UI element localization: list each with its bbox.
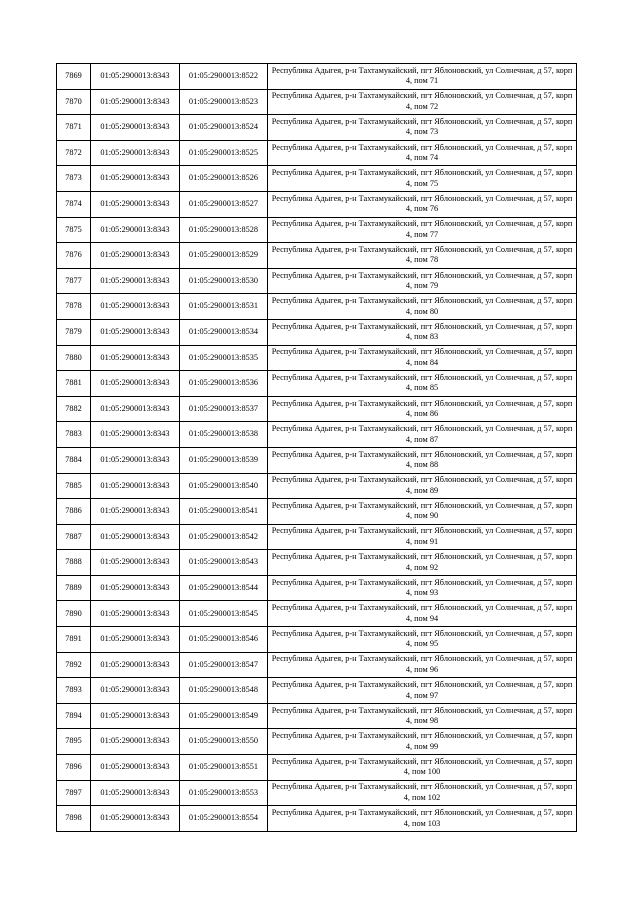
address-cell: Республика Адыгея, р-н Тахтамукайский, пгт Яблоновский, ул Солнечная, д 57, корп 4, пом 99	[268, 729, 577, 755]
cadastral-number-cell: 01:05:2900013:8522	[180, 64, 268, 90]
cadastral-number-cell: 01:05:2900013:8545	[180, 601, 268, 627]
address-cell: Республика Адыгея, р-н Тахтамукайский, пгт Яблоновский, ул Солнечная, д 57, корп 4, пом 78	[268, 243, 577, 269]
address-cell: Республика Адыгея, р-н Тахтамукайский, пгт Яблоновский, ул Солнечная, д 57, корп 4, пом 98	[268, 703, 577, 729]
cadastral-number-cell: 01:05:2900013:8534	[180, 319, 268, 345]
cadastral-number-cell: 01:05:2900013:8540	[180, 473, 268, 499]
parent-cadastral-cell: 01:05:2900013:8343	[91, 89, 180, 115]
parent-cadastral-cell: 01:05:2900013:8343	[91, 345, 180, 371]
parent-cadastral-cell: 01:05:2900013:8343	[91, 319, 180, 345]
address-cell: Республика Адыгея, р-н Тахтамукайский, пгт Яблоновский, ул Солнечная, д 57, корп 4, пом 87	[268, 422, 577, 448]
row-number-cell: 7874	[57, 191, 91, 217]
parent-cadastral-cell: 01:05:2900013:8343	[91, 447, 180, 473]
row-number-cell: 7881	[57, 371, 91, 397]
cadastral-number-cell: 01:05:2900013:8547	[180, 652, 268, 678]
table-row	[57, 550, 577, 576]
cadastral-number-cell: 01:05:2900013:8544	[180, 575, 268, 601]
table-row	[57, 294, 577, 320]
table-row	[57, 755, 577, 781]
cadastral-number-cell: 01:05:2900013:8526	[180, 166, 268, 192]
row-number-cell: 7878	[57, 294, 91, 320]
cadastral-number-cell: 01:05:2900013:8551	[180, 755, 268, 781]
parent-cadastral-cell: 01:05:2900013:8343	[91, 806, 180, 832]
address-cell: Республика Адыгея, р-н Тахтамукайский, пгт Яблоновский, ул Солнечная, д 57, корп 4, пом 72	[268, 89, 577, 115]
registry-table	[56, 63, 577, 832]
parent-cadastral-cell: 01:05:2900013:8343	[91, 652, 180, 678]
cadastral-number-cell: 01:05:2900013:8542	[180, 524, 268, 550]
parent-cadastral-cell: 01:05:2900013:8343	[91, 627, 180, 653]
address-cell: Республика Адыгея, р-н Тахтамукайский, пгт Яблоновский, ул Солнечная, д 57, корп 4, пом 90	[268, 499, 577, 525]
cadastral-number-cell: 01:05:2900013:8539	[180, 447, 268, 473]
address-cell: Республика Адыгея, р-н Тахтамукайский, пгт Яблоновский, ул Солнечная, д 57, корп 4, пом 76	[268, 191, 577, 217]
table-row	[57, 396, 577, 422]
parent-cadastral-cell: 01:05:2900013:8343	[91, 191, 180, 217]
table-row	[57, 217, 577, 243]
cadastral-number-cell: 01:05:2900013:8523	[180, 89, 268, 115]
row-number-cell: 7884	[57, 447, 91, 473]
address-cell: Республика Адыгея, р-н Тахтамукайский, пгт Яблоновский, ул Солнечная, д 57, корп 4, пом 102	[268, 780, 577, 806]
parent-cadastral-cell: 01:05:2900013:8343	[91, 294, 180, 320]
cadastral-number-cell: 01:05:2900013:8548	[180, 678, 268, 704]
row-number-cell: 7897	[57, 780, 91, 806]
cadastral-number-cell: 01:05:2900013:8535	[180, 345, 268, 371]
parent-cadastral-cell: 01:05:2900013:8343	[91, 243, 180, 269]
parent-cadastral-cell: 01:05:2900013:8343	[91, 115, 180, 141]
row-number-cell: 7880	[57, 345, 91, 371]
address-cell: Республика Адыгея, р-н Тахтамукайский, пгт Яблоновский, ул Солнечная, д 57, корп 4, пом 96	[268, 652, 577, 678]
parent-cadastral-cell: 01:05:2900013:8343	[91, 499, 180, 525]
row-number-cell: 7875	[57, 217, 91, 243]
row-number-cell: 7869	[57, 64, 91, 90]
row-number-cell: 7885	[57, 473, 91, 499]
table-row	[57, 64, 577, 90]
address-cell: Республика Адыгея, р-н Тахтамукайский, пгт Яблоновский, ул Солнечная, д 57, корп 4, пом 84	[268, 345, 577, 371]
parent-cadastral-cell: 01:05:2900013:8343	[91, 780, 180, 806]
table-row	[57, 371, 577, 397]
address-cell: Республика Адыгея, р-н Тахтамукайский, пгт Яблоновский, ул Солнечная, д 57, корп 4, пом 85	[268, 371, 577, 397]
parent-cadastral-cell: 01:05:2900013:8343	[91, 601, 180, 627]
row-number-cell: 7871	[57, 115, 91, 141]
table-row	[57, 89, 577, 115]
parent-cadastral-cell: 01:05:2900013:8343	[91, 678, 180, 704]
cadastral-number-cell: 01:05:2900013:8536	[180, 371, 268, 397]
row-number-cell: 7888	[57, 550, 91, 576]
row-number-cell: 7887	[57, 524, 91, 550]
table-row	[57, 447, 577, 473]
row-number-cell: 7898	[57, 806, 91, 832]
cadastral-number-cell: 01:05:2900013:8531	[180, 294, 268, 320]
cadastral-number-cell: 01:05:2900013:8550	[180, 729, 268, 755]
table-row	[57, 191, 577, 217]
address-cell: Республика Адыгея, р-н Тахтамукайский, пгт Яблоновский, ул Солнечная, д 57, корп 4, пом 94	[268, 601, 577, 627]
address-cell: Республика Адыгея, р-н Тахтамукайский, пгт Яблоновский, ул Солнечная, д 57, корп 4, пом 100	[268, 755, 577, 781]
cadastral-number-cell: 01:05:2900013:8543	[180, 550, 268, 576]
row-number-cell: 7896	[57, 755, 91, 781]
cadastral-number-cell: 01:05:2900013:8538	[180, 422, 268, 448]
address-cell: Республика Адыгея, р-н Тахтамукайский, пгт Яблоновский, ул Солнечная, д 57, корп 4, пом 88	[268, 447, 577, 473]
table-row	[57, 703, 577, 729]
address-cell: Республика Адыгея, р-н Тахтамукайский, пгт Яблоновский, ул Солнечная, д 57, корп 4, пом 95	[268, 627, 577, 653]
parent-cadastral-cell: 01:05:2900013:8343	[91, 140, 180, 166]
address-cell: Республика Адыгея, р-н Тахтамукайский, пгт Яблоновский, ул Солнечная, д 57, корп 4, пом 89	[268, 473, 577, 499]
table-row	[57, 729, 577, 755]
address-cell: Республика Адыгея, р-н Тахтамукайский, пгт Яблоновский, ул Солнечная, д 57, корп 4, пом 73	[268, 115, 577, 141]
table-row	[57, 345, 577, 371]
parent-cadastral-cell: 01:05:2900013:8343	[91, 524, 180, 550]
table-row	[57, 806, 577, 832]
row-number-cell: 7889	[57, 575, 91, 601]
row-number-cell: 7890	[57, 601, 91, 627]
address-cell: Республика Адыгея, р-н Тахтамукайский, пгт Яблоновский, ул Солнечная, д 57, корп 4, пом 77	[268, 217, 577, 243]
cadastral-number-cell: 01:05:2900013:8525	[180, 140, 268, 166]
row-number-cell: 7877	[57, 268, 91, 294]
parent-cadastral-cell: 01:05:2900013:8343	[91, 473, 180, 499]
table-row	[57, 499, 577, 525]
parent-cadastral-cell: 01:05:2900013:8343	[91, 575, 180, 601]
table-row	[57, 243, 577, 269]
address-cell: Республика Адыгея, р-н Тахтамукайский, пгт Яблоновский, ул Солнечная, д 57, корп 4, пом 91	[268, 524, 577, 550]
parent-cadastral-cell: 01:05:2900013:8343	[91, 755, 180, 781]
address-cell: Республика Адыгея, р-н Тахтамукайский, пгт Яблоновский, ул Солнечная, д 57, корп 4, пом 86	[268, 396, 577, 422]
table-row	[57, 601, 577, 627]
cadastral-number-cell: 01:05:2900013:8554	[180, 806, 268, 832]
table-row	[57, 473, 577, 499]
parent-cadastral-cell: 01:05:2900013:8343	[91, 268, 180, 294]
cadastral-number-cell: 01:05:2900013:8537	[180, 396, 268, 422]
table-row	[57, 652, 577, 678]
cadastral-number-cell: 01:05:2900013:8528	[180, 217, 268, 243]
table-row	[57, 319, 577, 345]
parent-cadastral-cell: 01:05:2900013:8343	[91, 166, 180, 192]
row-number-cell: 7886	[57, 499, 91, 525]
address-cell: Республика Адыгея, р-н Тахтамукайский, пгт Яблоновский, ул Солнечная, д 57, корп 4, пом 80	[268, 294, 577, 320]
parent-cadastral-cell: 01:05:2900013:8343	[91, 550, 180, 576]
cadastral-number-cell: 01:05:2900013:8549	[180, 703, 268, 729]
table-row	[57, 140, 577, 166]
table-row	[57, 627, 577, 653]
parent-cadastral-cell: 01:05:2900013:8343	[91, 703, 180, 729]
row-number-cell: 7894	[57, 703, 91, 729]
cadastral-number-cell: 01:05:2900013:8553	[180, 780, 268, 806]
cadastral-number-cell: 01:05:2900013:8546	[180, 627, 268, 653]
row-number-cell: 7876	[57, 243, 91, 269]
cadastral-number-cell: 01:05:2900013:8527	[180, 191, 268, 217]
row-number-cell: 7893	[57, 678, 91, 704]
parent-cadastral-cell: 01:05:2900013:8343	[91, 729, 180, 755]
address-cell: Республика Адыгея, р-н Тахтамукайский, пгт Яблоновский, ул Солнечная, д 57, корп 4, пом 83	[268, 319, 577, 345]
row-number-cell: 7873	[57, 166, 91, 192]
table-row	[57, 780, 577, 806]
row-number-cell: 7879	[57, 319, 91, 345]
row-number-cell: 7891	[57, 627, 91, 653]
parent-cadastral-cell: 01:05:2900013:8343	[91, 64, 180, 90]
row-number-cell: 7895	[57, 729, 91, 755]
table-row	[57, 524, 577, 550]
table-row	[57, 678, 577, 704]
address-cell: Республика Адыгея, р-н Тахтамукайский, пгт Яблоновский, ул Солнечная, д 57, корп 4, пом 71	[268, 64, 577, 90]
address-cell: Республика Адыгея, р-н Тахтамукайский, пгт Яблоновский, ул Солнечная, д 57, корп 4, пом 75	[268, 166, 577, 192]
cadastral-number-cell: 01:05:2900013:8541	[180, 499, 268, 525]
address-cell: Республика Адыгея, р-н Тахтамукайский, пгт Яблоновский, ул Солнечная, д 57, корп 4, пом 93	[268, 575, 577, 601]
address-cell: Республика Адыгея, р-н Тахтамукайский, пгт Яблоновский, ул Солнечная, д 57, корп 4, пом 97	[268, 678, 577, 704]
address-cell: Республика Адыгея, р-н Тахтамукайский, пгт Яблоновский, ул Солнечная, д 57, корп 4, пом 79	[268, 268, 577, 294]
address-cell: Республика Адыгея, р-н Тахтамукайский, пгт Яблоновский, ул Солнечная, д 57, корп 4, пом 92	[268, 550, 577, 576]
row-number-cell: 7870	[57, 89, 91, 115]
row-number-cell: 7882	[57, 396, 91, 422]
parent-cadastral-cell: 01:05:2900013:8343	[91, 396, 180, 422]
cadastral-number-cell: 01:05:2900013:8529	[180, 243, 268, 269]
parent-cadastral-cell: 01:05:2900013:8343	[91, 422, 180, 448]
row-number-cell: 7892	[57, 652, 91, 678]
address-cell: Республика Адыгея, р-н Тахтамукайский, пгт Яблоновский, ул Солнечная, д 57, корп 4, пом 74	[268, 140, 577, 166]
table-row	[57, 422, 577, 448]
row-number-cell: 7883	[57, 422, 91, 448]
parent-cadastral-cell: 01:05:2900013:8343	[91, 371, 180, 397]
row-number-cell: 7872	[57, 140, 91, 166]
table-row	[57, 575, 577, 601]
cadastral-number-cell: 01:05:2900013:8524	[180, 115, 268, 141]
table-row	[57, 115, 577, 141]
parent-cadastral-cell: 01:05:2900013:8343	[91, 217, 180, 243]
table-row	[57, 268, 577, 294]
registry-table-body	[57, 64, 577, 832]
address-cell: Республика Адыгея, р-н Тахтамукайский, пгт Яблоновский, ул Солнечная, д 57, корп 4, пом 103	[268, 806, 577, 832]
table-row	[57, 166, 577, 192]
cadastral-number-cell: 01:05:2900013:8530	[180, 268, 268, 294]
